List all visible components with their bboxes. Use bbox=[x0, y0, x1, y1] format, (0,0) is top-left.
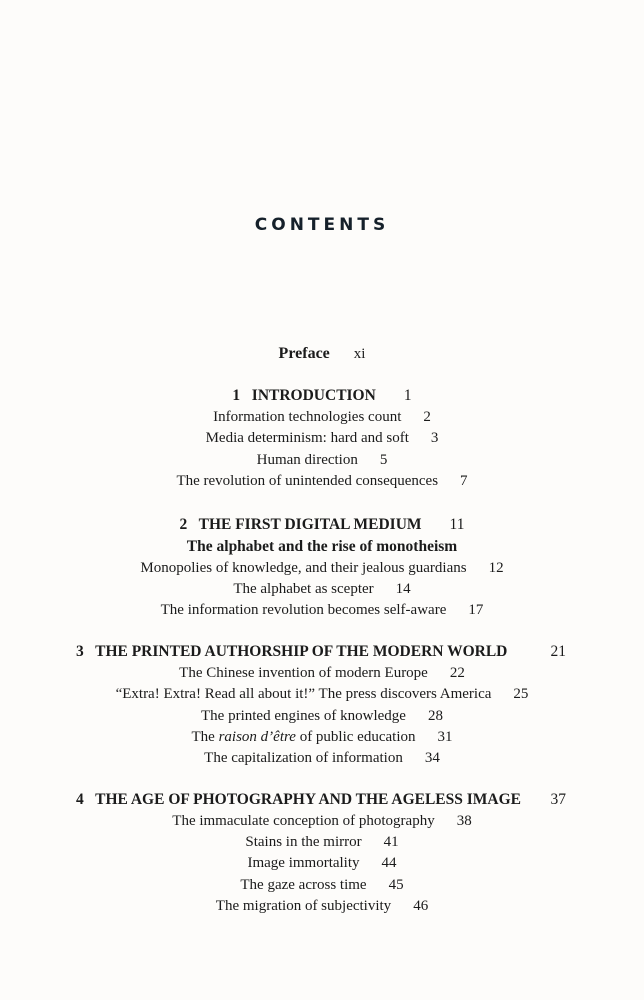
chapter-page-number: 1 bbox=[403, 387, 412, 404]
toc-section[interactable] bbox=[0, 684, 644, 705]
toc-chapter-3[interactable] bbox=[0, 641, 644, 663]
toc-chapter-1[interactable] bbox=[0, 385, 644, 407]
toc-section[interactable] bbox=[0, 748, 644, 769]
section-label: The Chinese invention of modern Europe bbox=[179, 664, 428, 681]
section-page-number: 41 bbox=[383, 834, 399, 851]
section-page-number: 3 bbox=[430, 430, 439, 447]
section-label: Information technologies count bbox=[213, 409, 402, 425]
section-page-number: 5 bbox=[379, 451, 388, 468]
section-label: The revolution of unintended consequences bbox=[176, 473, 439, 490]
section-label: The immaculate conception of photography bbox=[172, 812, 435, 829]
toc-section[interactable] bbox=[0, 875, 644, 896]
chapter-number: 3 bbox=[76, 642, 84, 660]
section-page-number: 44 bbox=[381, 855, 397, 872]
section-label: The migration of subjectivity bbox=[215, 898, 392, 915]
toc-section[interactable] bbox=[0, 600, 644, 621]
toc-section[interactable] bbox=[0, 896, 644, 917]
toc-section[interactable] bbox=[0, 407, 644, 428]
chapter-page-number: 11 bbox=[449, 515, 465, 533]
chapter-number: 4 bbox=[76, 790, 84, 808]
toc-section[interactable] bbox=[0, 727, 644, 748]
preface-page-number: xi bbox=[353, 346, 366, 362]
chapter-page-number: 21 bbox=[550, 642, 566, 660]
section-label: The alphabet as scepter bbox=[233, 580, 374, 597]
section-label: The gaze across time bbox=[240, 876, 367, 893]
toc-section[interactable] bbox=[0, 579, 644, 600]
section-page-number: 45 bbox=[388, 876, 404, 893]
section-page-number: 38 bbox=[456, 812, 472, 829]
section-label: Media determinism: hard and soft bbox=[205, 430, 409, 447]
section-label: Image immortality bbox=[247, 855, 360, 872]
toc-section[interactable] bbox=[0, 832, 644, 853]
section-label: “Extra! Extra! Read all about it!” The press discovers America bbox=[115, 686, 492, 703]
section-label: The printed engines of knowledge bbox=[201, 707, 406, 724]
section-page-number: 14 bbox=[395, 580, 411, 597]
section-label-post: of public education bbox=[295, 728, 416, 745]
toc-section[interactable] bbox=[0, 706, 644, 727]
chapter-title: THE FIRST DIGITAL MEDIUM bbox=[198, 515, 422, 533]
toc-chapter-2[interactable] bbox=[0, 514, 644, 536]
chapter-spacer bbox=[0, 493, 644, 514]
chapter-title: INTRODUCTION bbox=[251, 387, 376, 404]
toc-chapter-4[interactable] bbox=[0, 789, 644, 811]
section-label: The capitalization of information bbox=[204, 750, 403, 767]
section-page-number: 22 bbox=[449, 664, 465, 681]
toc-section[interactable] bbox=[0, 811, 644, 832]
toc-section[interactable] bbox=[0, 663, 644, 684]
section-label-italic: raison d’être bbox=[218, 728, 296, 745]
section-label-pre: The bbox=[191, 728, 219, 745]
section-page-number: 25 bbox=[513, 686, 529, 703]
section-page-number: 34 bbox=[424, 750, 440, 767]
chapter-title: THE PRINTED AUTHORSHIP OF THE MODERN WORLD bbox=[95, 642, 508, 660]
toc-section[interactable] bbox=[0, 471, 644, 492]
chapter-spacer bbox=[0, 622, 644, 641]
chapter-title: THE AGE OF PHOTOGRAPHY AND THE AGELESS IMAGE bbox=[95, 790, 522, 808]
page-title: CONTENTS bbox=[254, 215, 390, 235]
section-label: Stains in the mirror bbox=[245, 834, 362, 851]
section-label: The information revolution becomes self-aware bbox=[160, 602, 447, 619]
toc-section[interactable] bbox=[0, 428, 644, 449]
chapter-number: 1 bbox=[232, 387, 241, 404]
chapter-page-number: 37 bbox=[550, 790, 566, 808]
toc-section[interactable] bbox=[0, 450, 644, 471]
table-of-contents bbox=[0, 343, 644, 918]
preface-label: Preface bbox=[278, 345, 330, 362]
toc-section[interactable] bbox=[0, 558, 644, 579]
chapter-spacer bbox=[0, 770, 644, 789]
section-page-number: 7 bbox=[460, 473, 468, 490]
section-page-number: 17 bbox=[468, 602, 484, 619]
section-page-number: 28 bbox=[427, 707, 443, 724]
chapter-number: 2 bbox=[179, 515, 188, 533]
section-label: Monopolies of knowledge, and their jealous guardians bbox=[140, 559, 467, 576]
section-page-number: 12 bbox=[488, 559, 504, 576]
toc-section[interactable] bbox=[0, 853, 644, 874]
section-page-number: 31 bbox=[437, 728, 453, 745]
toc-entry-preface[interactable] bbox=[0, 343, 644, 365]
chapter-subtitle: The alphabet and the rise of monotheism bbox=[186, 537, 458, 555]
section-page-number: 46 bbox=[413, 898, 429, 915]
section-page-number: 2 bbox=[423, 409, 431, 425]
section-label: Human direction bbox=[256, 451, 358, 468]
